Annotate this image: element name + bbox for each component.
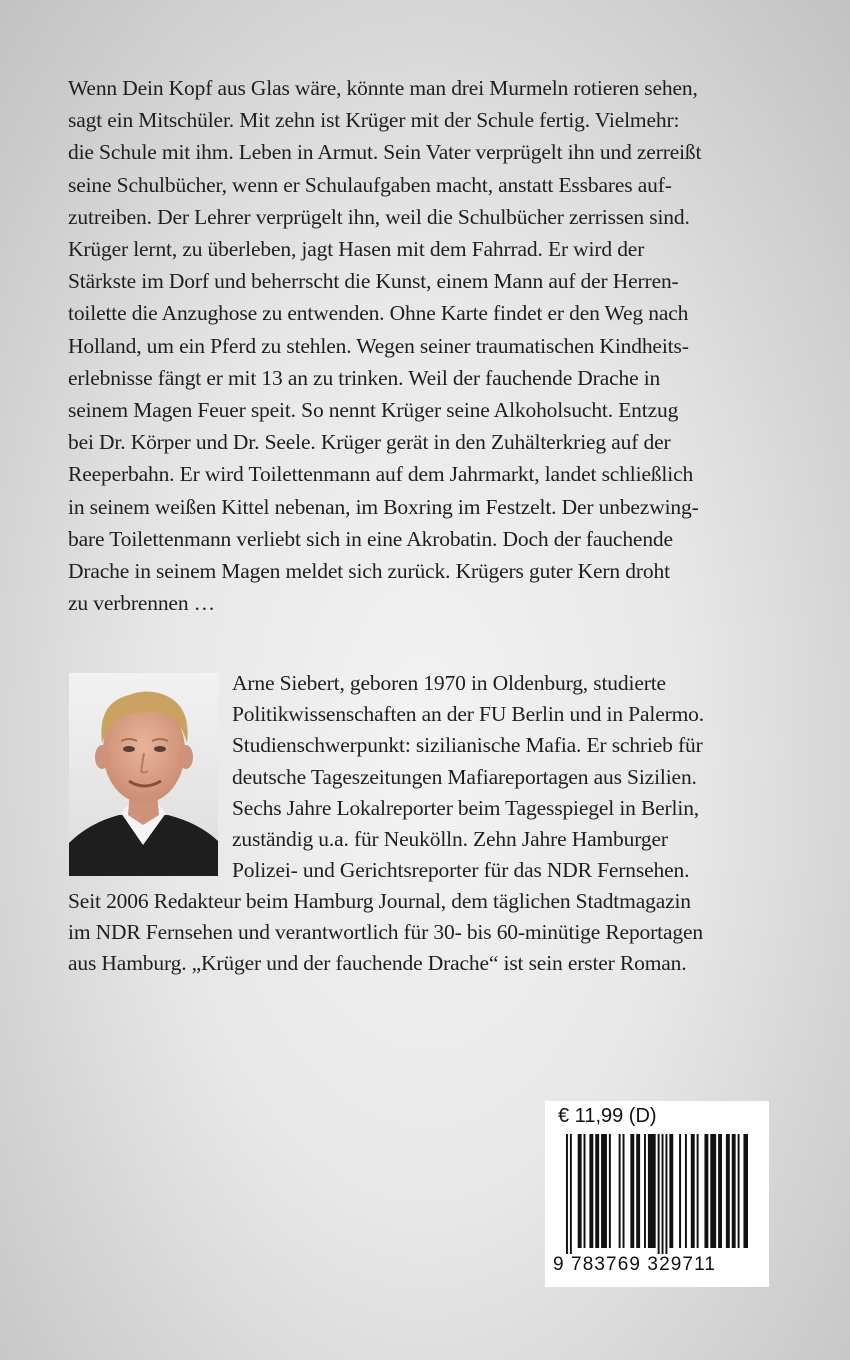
author-bio-line: Arne Siebert, geboren 1970 in Oldenburg, studierte (232, 671, 666, 695)
author-bio-line: zuständig u.a. für Neukölln. Zehn Jahre Hamburger (232, 827, 668, 852)
blurb-line: bei Dr. Körper und Dr. Seele. Krüger gerät in den Zuhälterkrieg auf der (68, 430, 671, 455)
barcode-bar (685, 1134, 687, 1248)
barcode-bar (697, 1134, 699, 1248)
barcode-bar (570, 1134, 572, 1254)
blurb-line: bare Toilettenmann verliebt sich in eine Akrobatin. Doch der fauchende (68, 526, 673, 551)
barcode-bar (732, 1134, 736, 1248)
barcode-bar (644, 1134, 646, 1248)
barcode-bar (648, 1134, 656, 1248)
blurb-line: in seinem weißen Kittel nebenan, im Boxring im Festzelt. Der unbezwing- (68, 494, 699, 519)
barcode-bar (619, 1134, 621, 1248)
author-bio-line: deutsche Tageszeitungen Mafiareportagen aus Sizilien. (232, 764, 697, 789)
blurb-line: Drache in seinem Magen meldet sich zurück. Krügers guter Kern droht (68, 559, 670, 584)
author-bio-beside-photo (232, 668, 792, 886)
barcode-bar (566, 1134, 568, 1254)
barcode-bar (710, 1134, 716, 1248)
barcode-bar (609, 1134, 611, 1248)
author-photo (69, 673, 218, 876)
blurb-text (68, 72, 780, 619)
barcode-bar (665, 1134, 667, 1254)
blurb-line: Stärkste im Dorf und beherrscht die Kunst, einem Mann auf der Herren- (68, 269, 679, 294)
barcode-bar (636, 1134, 640, 1248)
blurb-line: Reeperbahn. Er wird Toilettenmann auf dem Jahrmarkt, landet schließlich (68, 462, 694, 487)
isbn-number: 9 783769 329711 (553, 1254, 717, 1275)
author-bio-line: aus Hamburg. „Krüger und der fauchende Drache“ ist sein erster Roman. (68, 951, 687, 976)
barcode-bar (704, 1134, 708, 1248)
barcode-bar (630, 1134, 634, 1248)
barcode-bar (691, 1134, 695, 1248)
barcode-bar (658, 1134, 660, 1254)
barcode-icon (566, 1134, 748, 1254)
barcode-panel (545, 1101, 769, 1287)
blurb-line: die Schule mit ihm. Leben in Armut. Sein Vater verprügelt ihn und zerreißt (68, 140, 702, 165)
barcode-bar (679, 1134, 681, 1248)
author-bio-line: Polizei- und Gerichtsreporter für das NDR Fernsehen. (232, 858, 690, 883)
author-portrait-illustration (69, 673, 218, 876)
price-label: € 11,99 (D) (558, 1105, 657, 1127)
author-bio-line: Politikwissenschaften an der FU Berlin und in Palermo. (232, 702, 704, 727)
barcode-bar (726, 1134, 730, 1248)
blurb-line: seine Schulbücher, wenn er Schulaufgaben macht, anstatt Essbares auf- (68, 172, 672, 197)
blurb-line: seinem Magen Feuer speit. So nennt Krüger seine Alkoholsucht. Entzug (68, 398, 679, 423)
blurb-line: zu verbrennen … (68, 591, 215, 616)
author-bio-line: Seit 2006 Redakteur beim Hamburg Journal, dem täglichen Stadtmagazin (68, 889, 691, 913)
author-bio-line: Sechs Jahre Lokalreporter beim Tagesspiegel in Berlin, (232, 795, 700, 820)
barcode-bar (589, 1134, 593, 1248)
barcode-bar (584, 1134, 586, 1248)
barcode-bar (662, 1134, 664, 1254)
barcode-bar (601, 1134, 607, 1248)
barcode-bar (743, 1134, 748, 1248)
blurb-line: erlebnisse fängt er mit 13 an zu trinken. Weil der fauchende Drache in (68, 365, 661, 390)
author-bio-full-width (68, 886, 798, 980)
blurb-line: Krüger lernt, zu überleben, jagt Hasen mit dem Fahrrad. Er wird der (68, 237, 645, 262)
author-bio-line: Studienschwerpunkt: sizilianische Mafia. Er schrieb für (232, 733, 703, 758)
blurb-line: zutreiben. Der Lehrer verprügelt ihn, weil die Schulbücher zerrissen sind. (68, 204, 690, 229)
barcode-bar (578, 1134, 582, 1248)
barcode-bar (623, 1134, 625, 1248)
blurb-line: toilette die Anzughose zu entwenden. Ohne Karte findet er den Weg nach (68, 301, 689, 326)
barcode-bar (738, 1134, 740, 1248)
barcode-bar (718, 1134, 722, 1248)
barcode-bar (595, 1134, 599, 1248)
blurb-line: Holland, um ein Pferd zu stehlen. Wegen seiner traumatischen Kindheits- (68, 333, 689, 358)
blurb-line: Wenn Dein Kopf aus Glas wäre, könnte man drei Murmeln rotieren sehen, (68, 76, 698, 100)
blurb-line: sagt ein Mitschüler. Mit zehn ist Krüger mit der Schule fertig. Vielmehr: (68, 108, 680, 133)
author-bio-line: im NDR Fernsehen und verantwortlich für 30- bis 60-minütige Reportagen (68, 920, 703, 945)
barcode-bar (669, 1134, 673, 1248)
